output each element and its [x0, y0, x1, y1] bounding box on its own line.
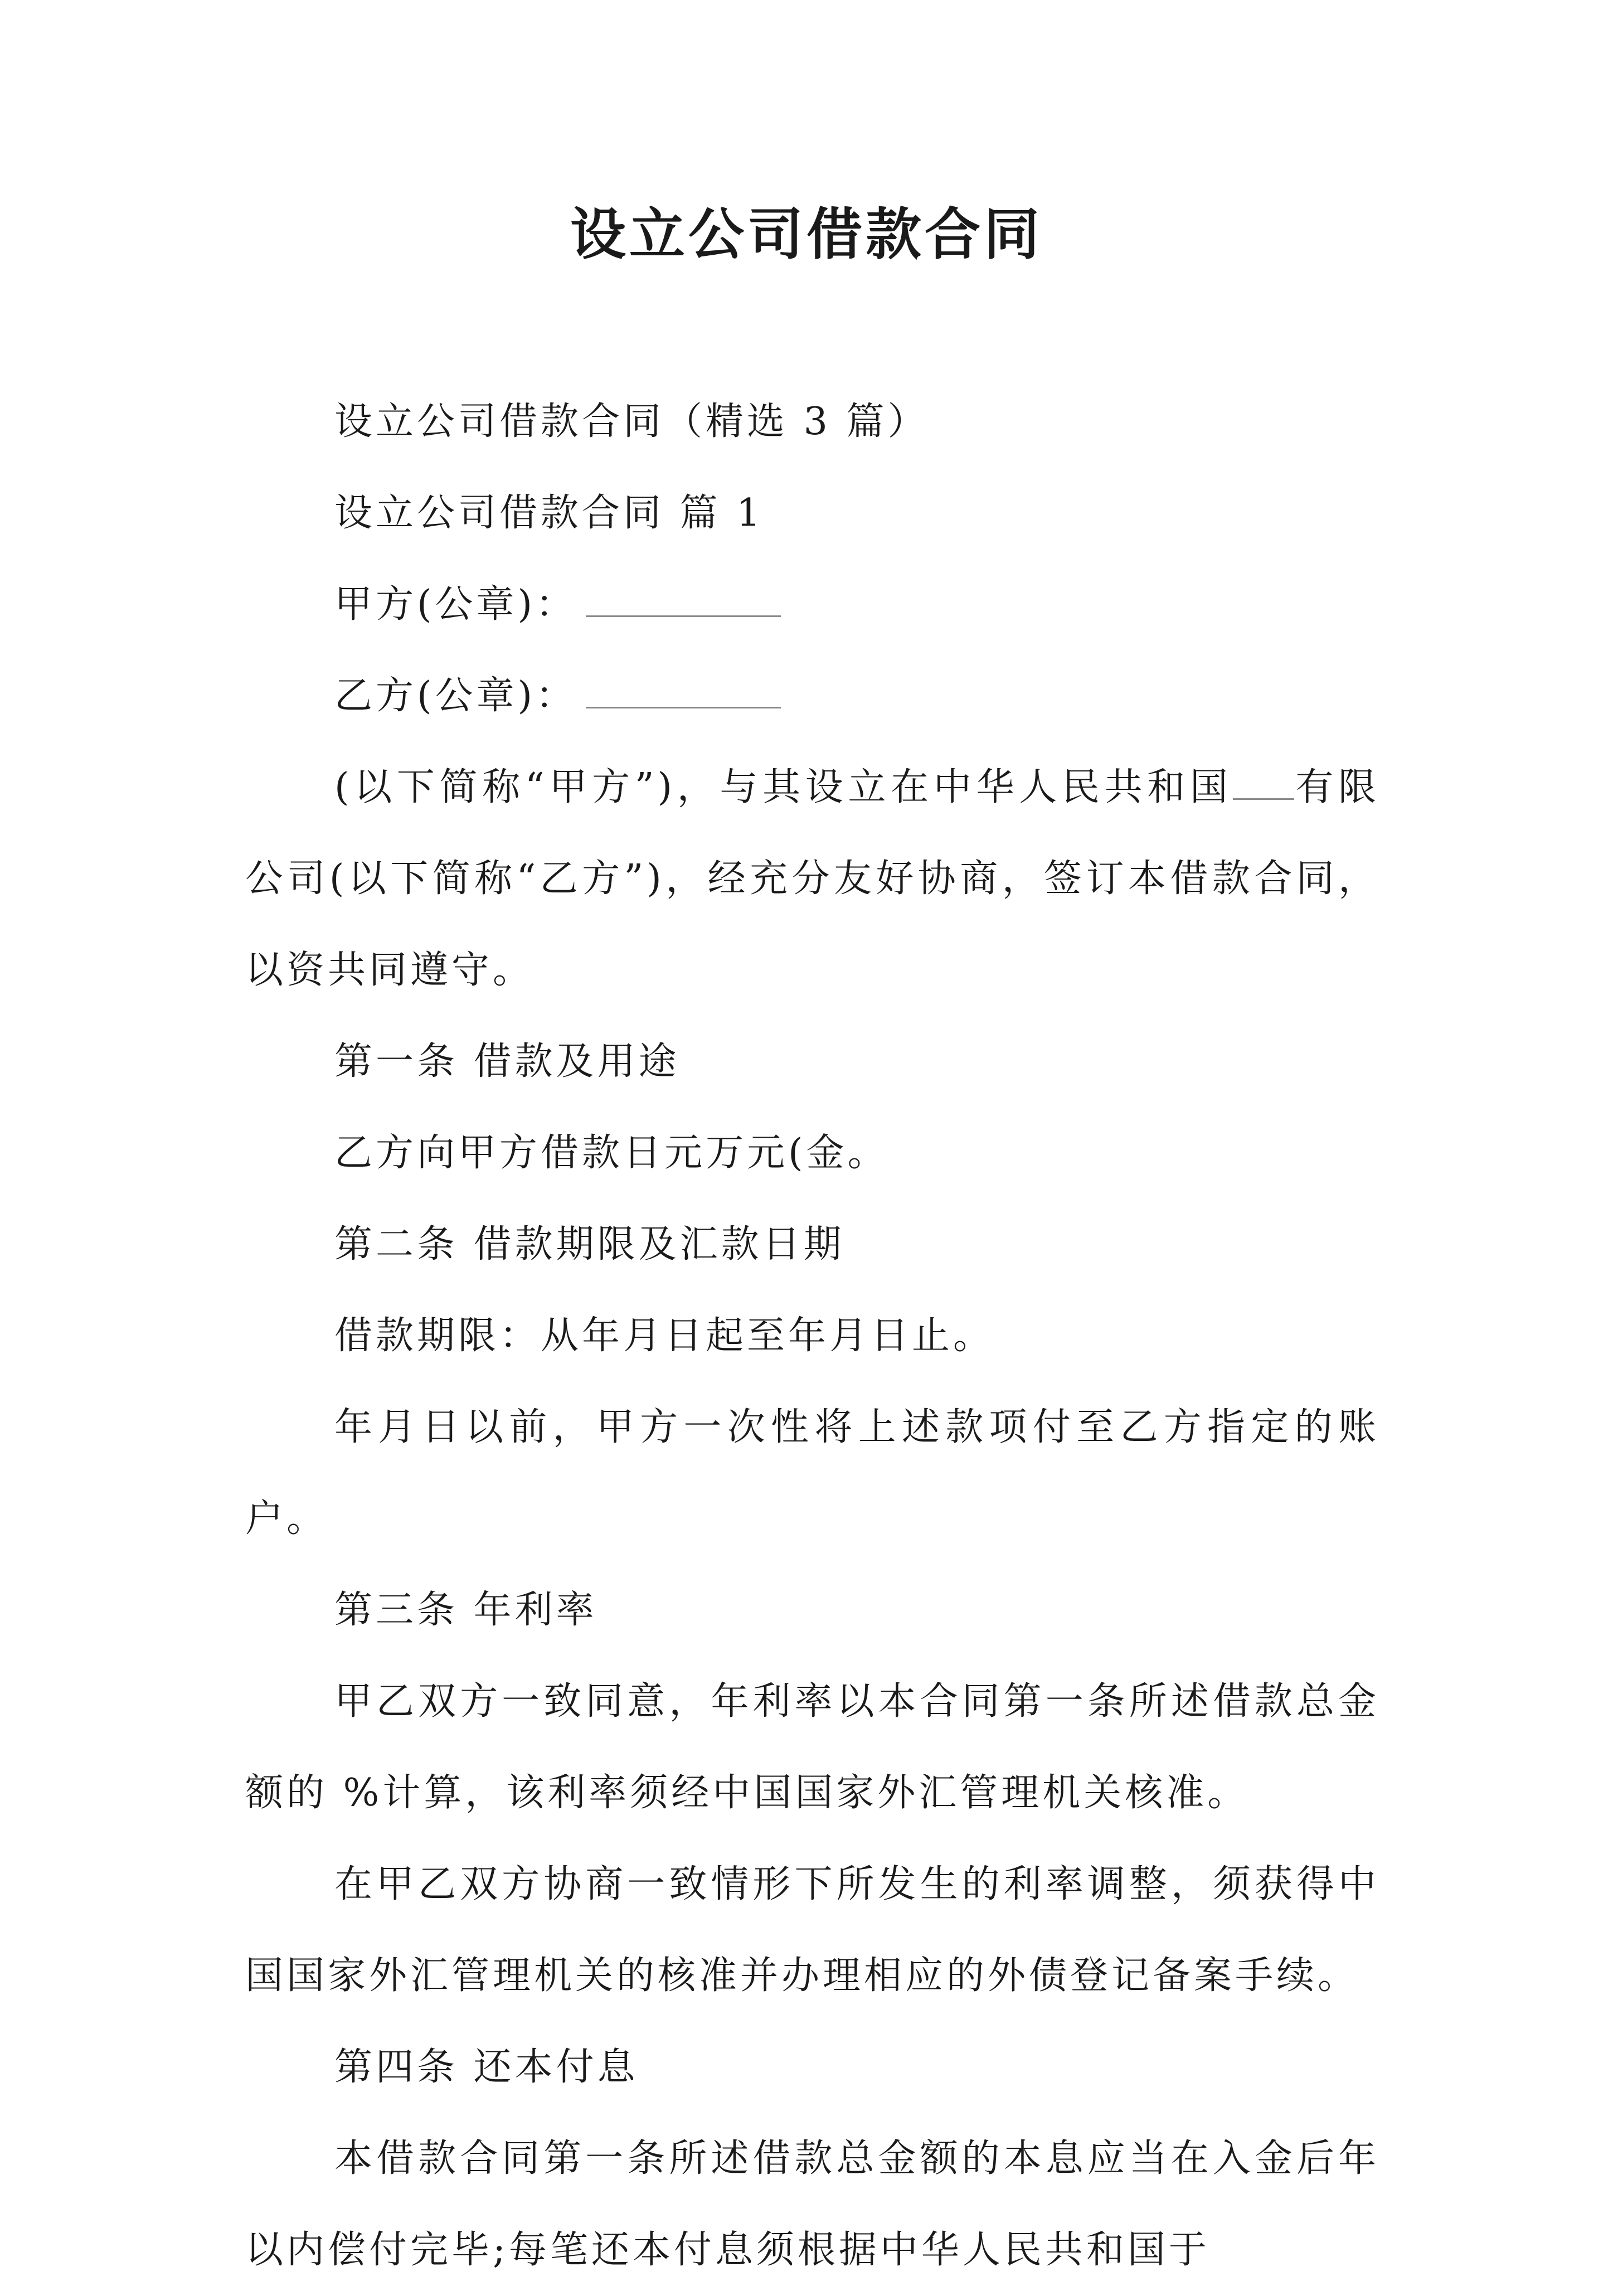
paragraph-party-a: [245, 559, 1379, 651]
paragraph-article-2-remittance: 年月日以前，甲方一次性将上述款项付至乙方指定的账户。: [245, 1405, 1379, 1541]
party-b-label: 乙方(公章)：: [334, 674, 577, 718]
paragraph-article-3-heading: 第三条 年利率: [334, 1588, 597, 1632]
paragraph-article-3-adjustment: 在甲乙双方协商一致情形下所发生的利率调整，须获得中国国家外汇管理机关的核准并办理相应的外债登记备案手续。: [245, 1862, 1379, 1998]
paragraph-section-heading: 设立公司借款合同 篇 1: [334, 491, 764, 535]
company-name-blank: [1233, 765, 1294, 800]
preamble-part-2: 有限公司(以下简称“乙方”)，经充分友好协商，签订本借款合同，以资共同遵守。: [245, 765, 1379, 992]
preamble-part-1: (以下简称“甲方”)，与其设立在中华人民共和国: [334, 765, 1233, 809]
party-a-label: 甲方(公章)：: [334, 583, 577, 627]
party-b-blank: [586, 673, 781, 708]
paragraph-party-b: [245, 651, 1379, 742]
paragraph-subtitle: 设立公司借款合同（精选 3 篇）: [334, 400, 929, 444]
document-body: [245, 376, 1379, 2296]
paragraph-article-1-heading: 第一条 借款及用途: [334, 1040, 680, 1084]
paragraph-article-2-term: 借款期限：从年月日起至年月日止。: [334, 1314, 995, 1358]
paragraph-article-3-rate: 甲乙双方一致同意，年利率以本合同第一条所述借款总金额的 %计算，该利率须经中国国家外汇管理机关核准。: [245, 1679, 1379, 1815]
paragraph-preamble: [245, 742, 1379, 1016]
paragraph-article-2-heading: 第二条 借款期限及汇款日期: [334, 1222, 845, 1266]
document-title: 设立公司借款合同: [570, 201, 1043, 267]
party-a-blank: [586, 582, 781, 617]
paragraph-article-4-heading: 第四条 还本付息: [334, 2045, 639, 2089]
paragraph-article-1-body: 乙方向甲方借款日元万元(金。: [334, 1131, 889, 1175]
paragraph-article-4-body: 本借款合同第一条所述借款总金额的本息应当在入金后年以内偿付完毕;每笔还本付息须根据中华人民共和国于: [245, 2137, 1379, 2272]
